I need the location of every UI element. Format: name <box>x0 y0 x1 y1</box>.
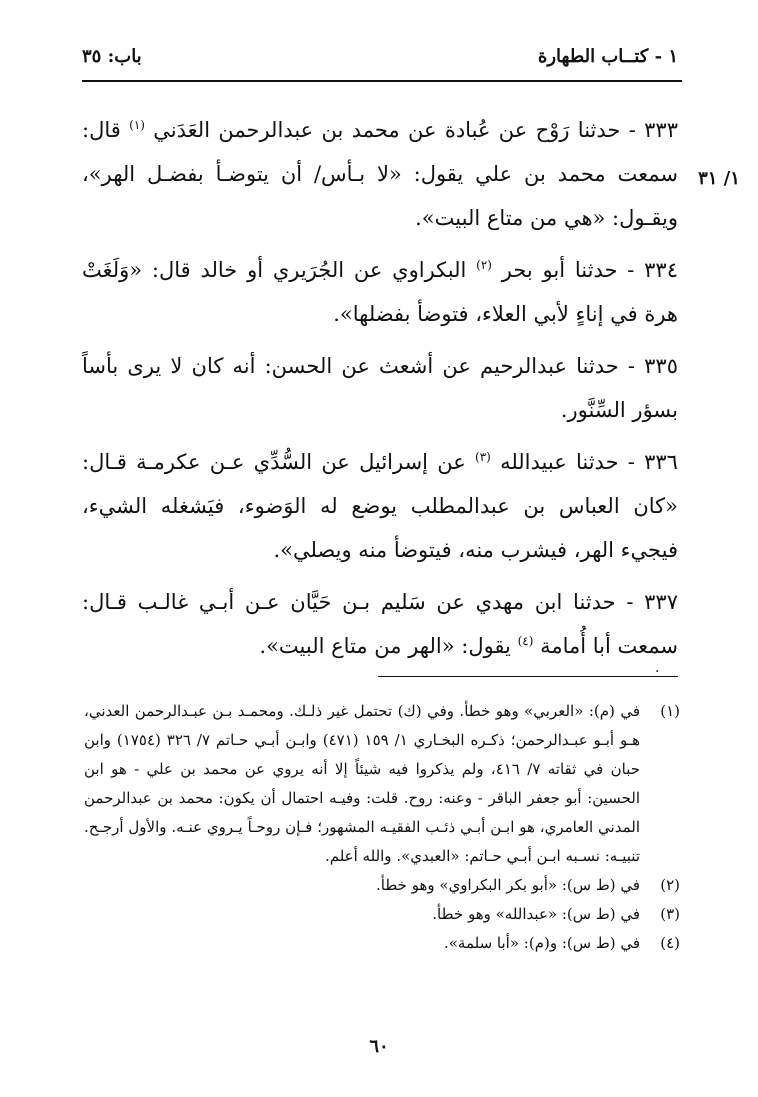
footnote-text: في (ط س): و(م): «أبا سلمة». <box>443 934 640 952</box>
footnote-number: (٤) <box>660 934 680 952</box>
hadith-text: عن إسرائيل عن السُّدِّي عـن عكرمـة قـال: «كان العباس بن عبدالمطلب يوضع له الوَضوء، فيَشغله الشيء، فيجيء الهر، فيشرب منه، فيتوضأ منه ويصلي». <box>82 450 678 562</box>
footnote-1 <box>84 697 680 871</box>
hadith-text: ٣٣٥ - حدثنا عبدالرحيم عن أشعث عن الحسن: أنه كان لا يرى بأساً بسؤر السِّنَّور. <box>82 354 678 422</box>
footnote-ref: (٢) <box>476 258 492 272</box>
footnote-3 <box>84 900 680 929</box>
hadith-text: البكراوي عن الجُرَيري أو خالد قال: «وَلَغَتْ هرة في إناءٍ لأبي العلاء، فتوضأ بفضلها». <box>82 258 678 326</box>
footnote-text: في (ط س): «أبو بكر البكراوي» وهو خطأ. <box>376 876 640 894</box>
footnote-2 <box>84 871 680 900</box>
running-header <box>82 46 678 74</box>
hadith-text: ٣٣٧ - حدثنا ابن مهدي عن سَليم بـن حَيَّان عـن أبـي غالـب قـال: سمعت أبا أُمامة <box>82 590 678 658</box>
main-text <box>82 108 678 676</box>
footnote-ref: (٣) <box>475 450 491 464</box>
footnote-divider <box>378 676 678 677</box>
hadith-text: يقول: «الهر من متاع البيت». <box>259 634 511 658</box>
hadith-333 <box>82 108 678 240</box>
hadith-text: ٣٣٤ - حدثنا أبو بحر <box>501 258 678 282</box>
footnote-text: في (ط س): «عبدالله» وهو خطأ. <box>432 905 640 923</box>
margin-volume-page-ref: ١/ ٣١ <box>698 168 740 189</box>
footnote-number: (٢) <box>660 876 680 894</box>
separator-dot: . <box>655 660 660 676</box>
hadith-336 <box>82 440 678 572</box>
footnote-ref: (٤) <box>517 634 534 648</box>
section-number: باب: ٣٥ <box>82 46 142 67</box>
hadith-text: قال: سمعت محمد بن علي يقول: «لا بـأس/ أن يتوضـأ بفضـل الهر»، ويقـول: «هي من متاع البيت». <box>82 118 678 230</box>
footnote-ref: (١) <box>129 118 145 132</box>
footnote-4 <box>84 929 680 958</box>
footnote-number: (١) <box>660 702 680 720</box>
footnotes <box>84 697 680 958</box>
hadith-text: ٣٣٦ - حدثنا عبيدالله <box>500 450 678 474</box>
page-number: ٦٠ <box>369 1036 389 1057</box>
hadith-337 <box>82 580 678 668</box>
footnote-number: (٣) <box>660 905 680 923</box>
chapter-title: ١ - كتــاب الطهارة <box>537 46 678 67</box>
hadith-335 <box>82 344 678 432</box>
hadith-text: ٣٣٣ - حدثنا رَوْح عن عُبادة عن محمد بن عبدالرحمن العَدَني <box>153 118 678 142</box>
hadith-334 <box>82 248 678 336</box>
footnote-text: في (م): «العربي» وهو خطأ. وفي (ك) تحتمل غير ذلـك. ومحمـد بـن عبـدالرحمن العدني، هـو أبـو عبـدالرحمن؛ ذكـره البخـاري ١/ ١٥٩ (٤٧١) وابـن أبـي حـاتم ٧/ ٣٢٦ (١٧٥٤) وابن حبان في ثقاته ٧/ ٤١٦، ولم يذكروا فيه شيئاً إلا أنه يروي عن محمد بن علي - هو ابن الحسين: أبو جعفر الباقر - وعنه: روح. قلت: وفيـه احتمال أن يكون: محمد بن عبدالرحمن المدني العامري، هو ابـن أبـي ذئـب الفقيـه المشهور؛ فـإن روحـاً يـروي عنـه. والأول أرجـح. تنبيـه: نسـبه ابـن أبـي حـاتم: «العبدي». والله أعلم. <box>84 702 641 865</box>
header-divider <box>82 80 682 82</box>
